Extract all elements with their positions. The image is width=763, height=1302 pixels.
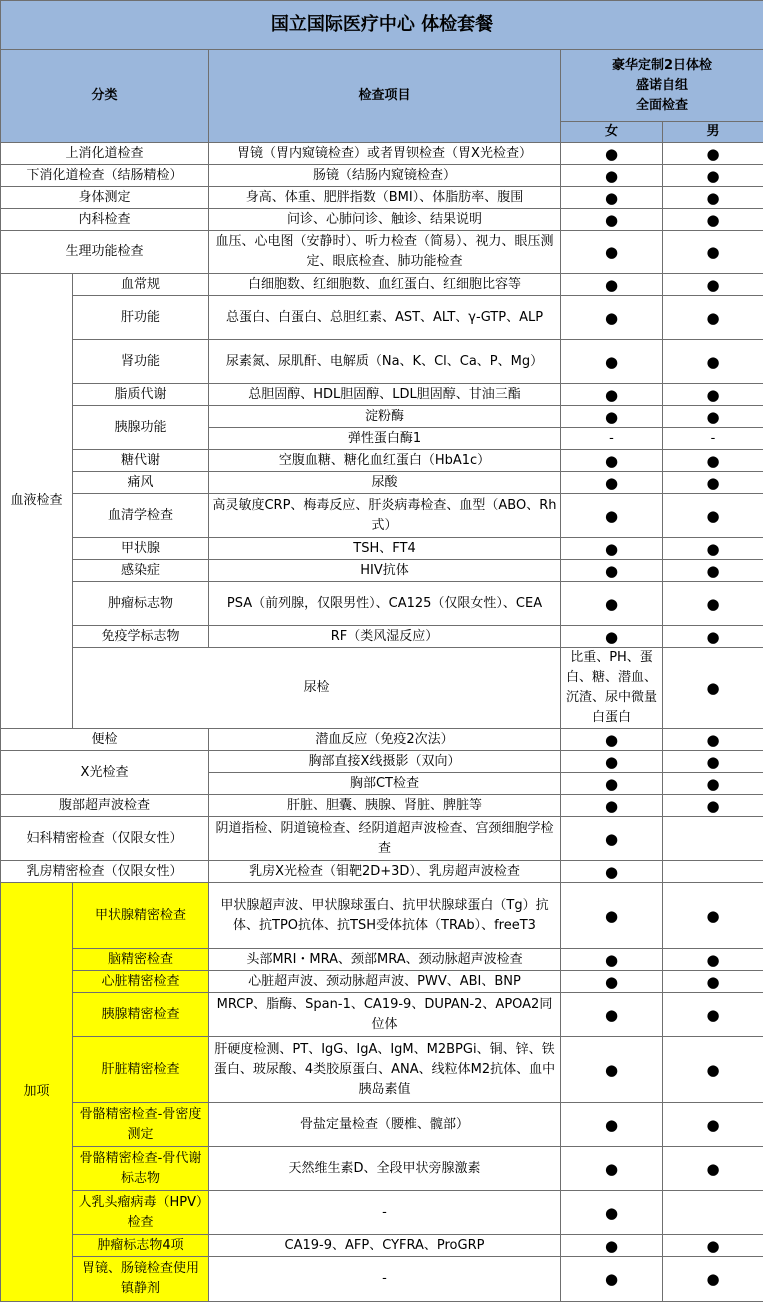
subcategory-cell: 脂质代谢 [73,384,209,406]
male-mark: ● [663,472,763,494]
female-mark: ● [561,560,663,582]
items-cell: 身高、体重、肥胖指数（BMI）、体脂肪率、腹围 [209,187,561,209]
subcategory-cell: 胰腺精密检查 [73,993,209,1037]
items-cell: 头部MRI・MRA、颈部MRA、颈动脉超声波检查 [209,949,561,971]
male-mark: ● [663,773,763,795]
male-mark: ● [663,626,763,648]
female-mark: ● [561,450,663,472]
table-row [1,1147,763,1191]
female-mark: ● [561,494,663,538]
table-row [1,971,763,993]
table-row [1,729,763,751]
table-row [1,817,763,861]
male-mark: ● [663,187,763,209]
table-row [1,406,763,428]
category-cell: 便检 [1,729,209,751]
subcategory-cell: 心脏精密检查 [73,971,209,993]
items-cell: 肠镜（结肠内窥镜检查） [209,165,561,187]
table-row [1,1037,763,1103]
subcategory-cell: 骨骼精密检查-骨代谢标志物 [73,1147,209,1191]
items-cell: 空腹血糖、糖化血红蛋白（HbA1c） [209,450,561,472]
table-row [1,1191,763,1235]
header-male: 男 [663,122,763,143]
items-cell: 潜血反应（免疫2次法） [209,729,561,751]
female-mark: ● [561,296,663,340]
male-mark: ● [663,795,763,817]
male-mark: - [663,428,763,450]
female-mark: ● [561,971,663,993]
male-mark: ● [663,729,763,751]
items-cell: 乳房X光检查（钼靶2D+3D）、乳房超声波检查 [209,861,561,883]
table-row [1,340,763,384]
items-cell: 肝硬度检测、PT、IgG、IgA、IgM、M2BPGi、铜、锌、铁蛋白、玻尿酸、4类胶原蛋白、ANA、线粒体M2抗体、血中胰岛素值 [209,1037,561,1103]
table-row [1,883,763,949]
table-row [1,795,763,817]
male-mark: ● [663,560,763,582]
female-mark: ● [561,582,663,626]
male-mark: ● [663,209,763,231]
table-row [1,187,763,209]
table-row [1,384,763,406]
items-cell: 总蛋白、白蛋白、总胆红素、AST、ALT、γ-GTP、ALP [209,296,561,340]
table-row [1,648,763,729]
female-mark: ● [561,1103,663,1147]
items-cell: TSH、FT4 [209,538,561,560]
male-mark: ● [663,971,763,993]
items-cell: CA19-9、AFP、CYFRA、ProGRP [209,1235,561,1257]
items-cell: 白细胞数、红细胞数、血红蛋白、红细胞比容等 [209,274,561,296]
subcategory-cell: 血清学检查 [73,494,209,538]
male-mark: ● [663,751,763,773]
male-mark: ● [663,538,763,560]
male-mark: ● [663,582,763,626]
female-mark: ● [561,1147,663,1191]
subcategory-cell: 肿瘤标志物4项 [73,1235,209,1257]
table-row [1,472,763,494]
female-mark: ● [561,1235,663,1257]
subcategory-cell: 甲状腺精密检查 [73,883,209,949]
subcategory-cell: 免疫学标志物 [73,626,209,648]
female-mark: ● [561,993,663,1037]
table-row [1,143,763,165]
male-mark: ● [663,143,763,165]
items-cell: RF（类风湿反应） [209,626,561,648]
male-mark: ● [663,384,763,406]
items-cell: 阴道指检、阴道镜检查、经阴道超声波检查、宫颈细胞学检查 [209,817,561,861]
female-mark: ● [561,817,663,861]
items-cell: 血压、心电图（安静时）、听力检查（简易）、视力、眼压测定、眼底检查、肺功能检查 [209,231,561,274]
female-mark: ● [561,274,663,296]
subcategory-cell: 肝功能 [73,296,209,340]
table-row [1,274,763,296]
female-mark: ● [561,209,663,231]
table-row [1,209,763,231]
female-mark: ● [561,187,663,209]
category-cell: 生理功能检查 [1,231,209,274]
female-mark: - [561,428,663,450]
female-mark: ● [561,861,663,883]
subcategory-cell: 痛风 [73,472,209,494]
female-mark: ● [561,1037,663,1103]
category-cell: 乳房精密检查（仅限女性） [1,861,209,883]
category-cell: 尿检 [73,648,561,729]
female-mark: ● [561,406,663,428]
items-cell: - [209,1191,561,1235]
items-cell: PSA（前列腺，仅限男性）、CA125（仅限女性）、CEA [209,582,561,626]
table-row [1,949,763,971]
items-cell: 天然维生素D、全段甲状旁腺激素 [209,1147,561,1191]
header-female: 女 [561,122,663,143]
table-row [1,494,763,538]
table-row [1,1257,763,1302]
items-cell: - [209,1257,561,1302]
items-cell: 胸部直接X线摄影（双向） [209,751,561,773]
female-mark: ● [663,648,763,729]
female-mark: ● [561,883,663,949]
items-cell: 胃镜（胃内窥镜检查）或者胃钡检查（胃X光检查） [209,143,561,165]
table-row [1,626,763,648]
items-cell: 骨盐定量检查（腰椎、髋部） [209,1103,561,1147]
items-cell: 尿酸 [209,472,561,494]
items-cell: 高灵敏度CRP、梅毒反应、肝炎病毒检查、血型（ABO、Rh式） [209,494,561,538]
subcategory-cell: 脑精密检查 [73,949,209,971]
header-category: 分类 [1,50,209,143]
female-mark: ● [561,165,663,187]
male-mark: ● [663,231,763,274]
table-row [1,1103,763,1147]
male-mark: ● [663,296,763,340]
header-items: 检查项目 [209,50,561,143]
table-row [1,861,763,883]
category-cell: 身体测定 [1,187,209,209]
male-mark [663,817,763,861]
subcategory-cell: 感染症 [73,560,209,582]
subcategory-cell: 甲状腺 [73,538,209,560]
items-cell: HIV抗体 [209,560,561,582]
female-mark: ● [561,1191,663,1235]
blood-category-cell: 血液检查 [1,274,73,729]
subcategory-cell: 肝脏精密检查 [73,1037,209,1103]
male-mark: ● [663,165,763,187]
subcategory-cell: 糖代谢 [73,450,209,472]
table-row [1,582,763,626]
male-mark: ● [663,1235,763,1257]
table-row [1,993,763,1037]
table-row [1,1235,763,1257]
subcategory-cell: 胃镜、肠镜检查使用镇静剂 [73,1257,209,1302]
female-mark: ● [561,949,663,971]
female-mark: ● [561,340,663,384]
items-cell: 问诊、心肺问诊、触诊、结果说明 [209,209,561,231]
header-package: 豪华定制2日体检 盛诺自组 全面检查 [561,50,763,122]
items-cell: 淀粉酶 [209,406,561,428]
male-mark: ● [663,494,763,538]
male-mark: ● [663,406,763,428]
table-row [1,560,763,582]
table-row [1,450,763,472]
male-mark: ● [663,883,763,949]
subcategory-cell: 肿瘤标志物 [73,582,209,626]
male-mark: ● [663,1103,763,1147]
category-cell: 妇科精密检查（仅限女性） [1,817,209,861]
table-row [1,296,763,340]
male-mark: ● [663,993,763,1037]
table-row [1,538,763,560]
female-mark: ● [561,729,663,751]
items-cell: 总胆固醇、HDL胆固醇、LDL胆固醇、甘油三酯 [209,384,561,406]
female-mark: ● [561,626,663,648]
female-mark: ● [561,538,663,560]
male-mark: ● [663,949,763,971]
female-mark: ● [561,773,663,795]
subcategory-cell: 人乳头瘤病毒（HPV）检查 [73,1191,209,1235]
items-cell: 胸部CT检查 [209,773,561,795]
items-cell: 肝脏、胆囊、胰腺、肾脏、脾脏等 [209,795,561,817]
female-mark: ● [561,384,663,406]
table-row [1,231,763,274]
items-cell: MRCP、脂酶、Span-1、CA19-9、DUPAN-2、APOA2同位体 [209,993,561,1037]
category-cell: X光检查 [1,751,209,795]
female-mark: ● [561,795,663,817]
items-cell: 尿素氮、尿肌酐、电解质（Na、K、Cl、Ca、P、Mg） [209,340,561,384]
table-row [1,751,763,773]
male-mark [663,861,763,883]
category-cell: 内科检查 [1,209,209,231]
female-mark: ● [561,472,663,494]
category-cell: 下消化道检查（结肠精检） [1,165,209,187]
table-row [1,165,763,187]
female-mark: ● [561,143,663,165]
category-cell: 上消化道检查 [1,143,209,165]
subcategory-cell: 胰腺功能 [73,406,209,450]
male-mark: ● [663,1037,763,1103]
category-cell: 腹部超声波检查 [1,795,209,817]
subcategory-cell: 骨骼精密检查-骨密度测定 [73,1103,209,1147]
page-title: 国立国际医疗中心 体检套餐 [1,1,763,50]
male-mark: ● [663,1147,763,1191]
items-cell: 比重、PH、蛋白、糖、潜血、沉渣、尿中微量白蛋白 [561,648,663,729]
subcategory-cell: 肾功能 [73,340,209,384]
male-mark: ● [663,274,763,296]
addon-category-cell: 加项 [1,883,73,1302]
male-mark [663,1191,763,1235]
male-mark: ● [663,450,763,472]
items-cell: 心脏超声波、颈动脉超声波、PWV、ABI、BNP [209,971,561,993]
items-cell: 甲状腺超声波、甲状腺球蛋白、抗甲状腺球蛋白（Tg）抗体、抗TPO抗体、抗TSH受体抗体（TRAb）、freeT3 [209,883,561,949]
female-mark: ● [561,231,663,274]
items-cell: 弹性蛋白酶1 [209,428,561,450]
female-mark: ● [561,751,663,773]
female-mark: ● [561,1257,663,1302]
subcategory-cell: 血常规 [73,274,209,296]
male-mark: ● [663,340,763,384]
male-mark: ● [663,1257,763,1302]
